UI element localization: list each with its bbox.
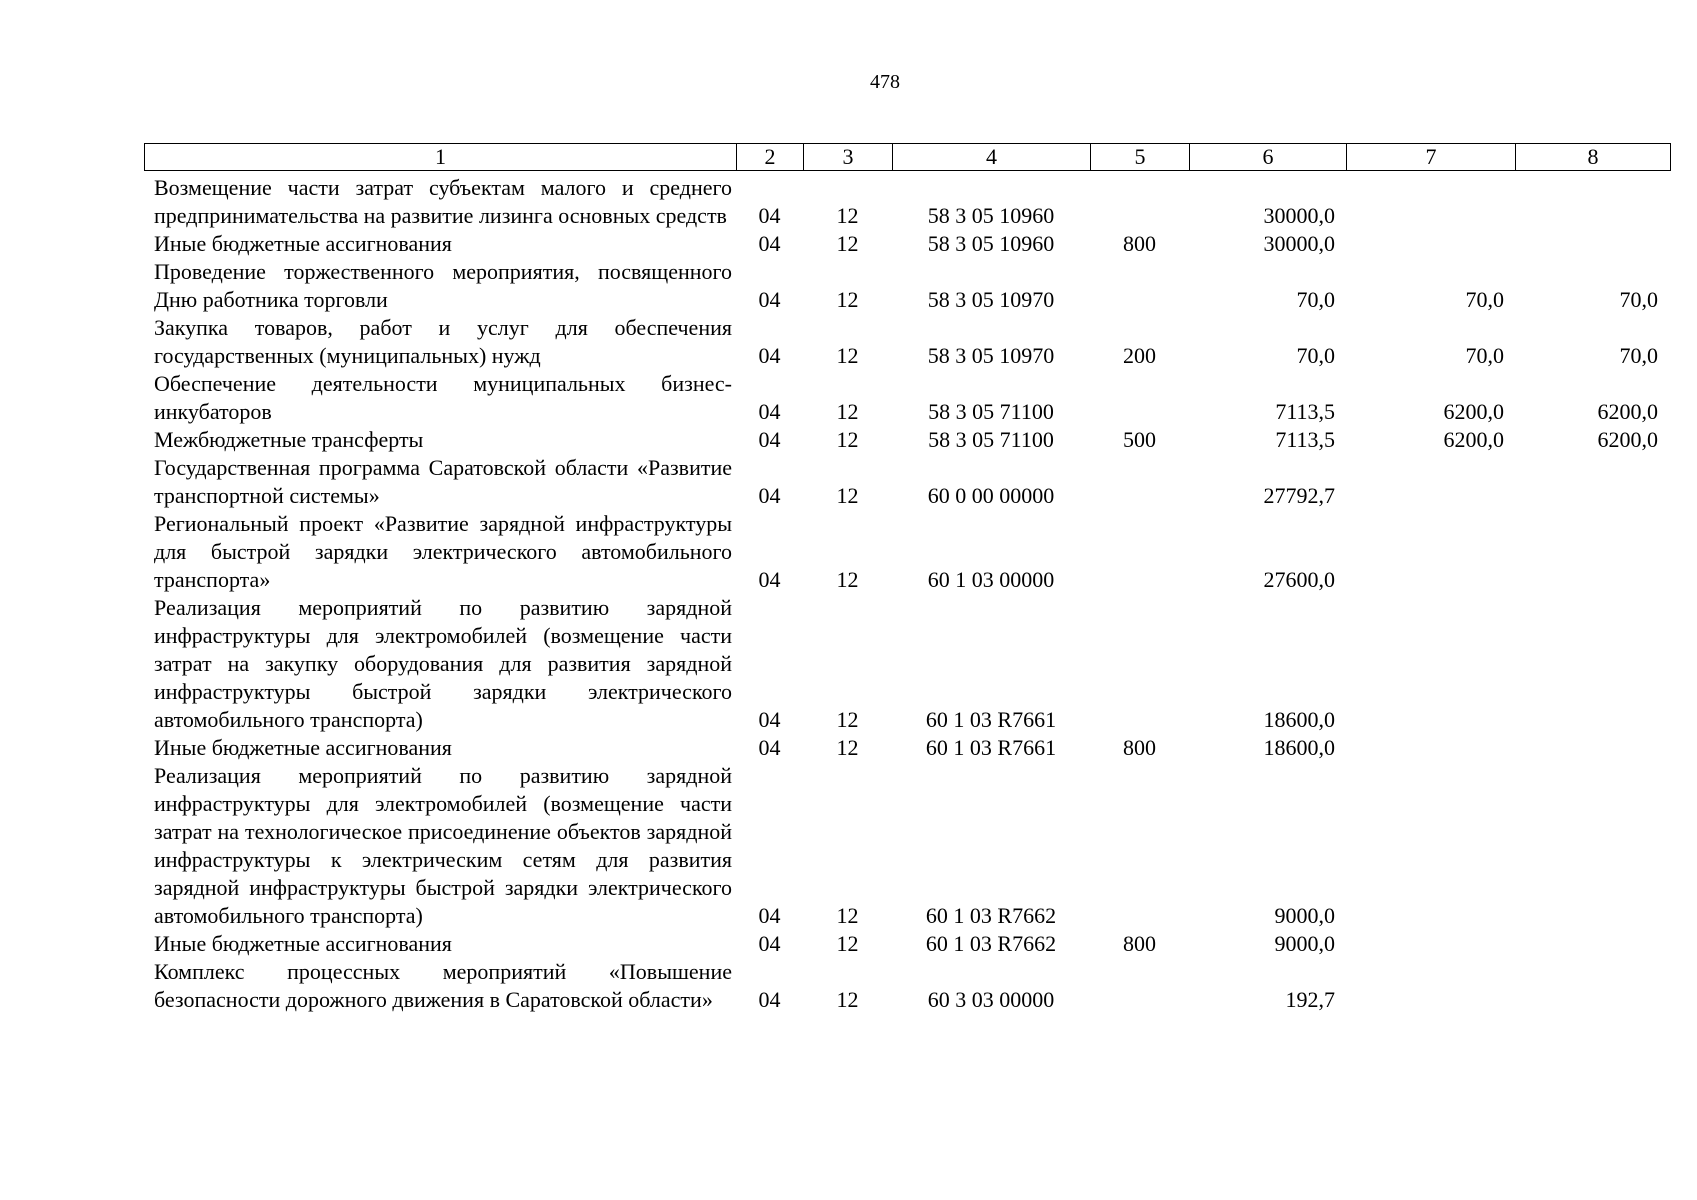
row-razdel: 04 [758,567,781,592]
row-sum-2: 70,0 [1465,287,1504,312]
header-cell-5: 5 [1091,144,1190,170]
row-podrazdel: 12 [836,567,859,592]
row-sum-1: 30000,0 [1263,231,1335,256]
row-csr: 58 3 05 10960 [927,231,1055,256]
table-row [144,510,1671,594]
row-sum-1: 192,7 [1285,987,1335,1012]
row-sum-3: 70,0 [1619,287,1658,312]
row-name: Иные бюджетные ассигнования [154,735,452,760]
row-name: Иные бюджетные ассигнования [154,931,452,956]
row-name: Обеспечение деятельности муниципальных бизнес-инкубаторов [154,371,732,424]
row-name: Государственная программа Саратовской области «Развитие транспортной системы» [154,455,732,508]
row-name: Реализация мероприятий по развитию зарядной инфраструктуры для электромобилей (возмещение части затрат на закупку оборудования для развития зарядной инфраструктуры быстрой зарядки электрического автомобильного транспорта) [154,595,732,732]
table-row [144,370,1671,426]
table-body [144,174,1671,1014]
row-sum-1: 9000,0 [1274,931,1335,956]
row-podrazdel: 12 [836,231,859,256]
row-podrazdel: 12 [836,203,859,228]
row-razdel: 04 [758,399,781,424]
header-cell-7: 7 [1347,144,1516,170]
table-row [144,258,1671,314]
row-name: Возмещение части затрат субъектам малого и среднего предпринимательства на развитие лизинга основных средств [154,175,732,228]
row-razdel: 04 [758,343,781,368]
header-cell-6: 6 [1190,144,1347,170]
row-sum-3: 70,0 [1619,343,1658,368]
row-name: Иные бюджетные ассигнования [154,231,452,256]
row-sum-1: 18600,0 [1263,735,1335,760]
table-row [144,454,1671,510]
row-sum-2: 70,0 [1465,343,1504,368]
row-razdel: 04 [758,231,781,256]
row-name: Региональный проект «Развитие зарядной инфраструктуры для быстрой зарядки электрического автомобильного транспорта» [154,511,732,592]
row-razdel: 04 [758,483,781,508]
row-csr: 58 3 05 10960 [927,203,1055,228]
row-podrazdel: 12 [836,427,859,452]
row-sum-1: 18600,0 [1263,707,1335,732]
row-csr: 60 1 03 R7662 [925,931,1057,956]
table-row [144,594,1671,734]
row-sum-1: 27600,0 [1263,567,1335,592]
row-vr: 500 [1123,427,1156,452]
row-sum-1: 30000,0 [1263,203,1335,228]
row-csr: 58 3 05 71100 [928,399,1054,424]
header-cell-4: 4 [893,144,1091,170]
header-cell-3: 3 [804,144,893,170]
row-podrazdel: 12 [836,987,859,1012]
header-cell-2: 2 [737,144,804,170]
row-csr: 60 1 03 R7662 [925,903,1057,928]
row-csr: 60 0 00 00000 [927,483,1055,508]
row-csr: 58 3 05 71100 [928,427,1054,452]
row-csr: 60 1 03 R7661 [925,735,1057,760]
table-row [144,762,1671,930]
row-csr: 60 1 03 R7661 [925,707,1057,732]
table-header-row [144,143,1671,171]
row-vr: 800 [1123,231,1156,256]
row-razdel: 04 [758,931,781,956]
row-razdel: 04 [758,287,781,312]
row-vr: 800 [1123,735,1156,760]
row-name: Межбюджетные трансферты [154,427,424,452]
row-name: Реализация мероприятий по развитию зарядной инфраструктуры для электромобилей (возмещение части затрат на технологическое присоединение объектов зарядной инфраструктуры к электрическим сетям для развития зарядной инфраструктуры быстрой зарядки электрического автомобильного транспорта) [154,763,732,928]
row-sum-2: 6200,0 [1443,427,1504,452]
row-sum-3: 6200,0 [1597,399,1658,424]
table-row [144,958,1671,1014]
row-razdel: 04 [758,203,781,228]
table-row [144,734,1671,762]
row-sum-1: 7113,5 [1275,399,1335,424]
table-row [144,314,1671,370]
row-csr: 60 3 03 00000 [927,987,1055,1012]
table-row [144,230,1671,258]
table-row [144,174,1671,230]
row-podrazdel: 12 [836,343,859,368]
row-csr: 58 3 05 10970 [927,287,1055,312]
row-podrazdel: 12 [836,903,859,928]
row-podrazdel: 12 [836,931,859,956]
row-podrazdel: 12 [836,707,859,732]
row-sum-1: 70,0 [1296,343,1335,368]
row-razdel: 04 [758,707,781,732]
row-razdel: 04 [758,735,781,760]
table-row [144,426,1671,454]
page-number: 478 [870,71,900,93]
row-podrazdel: 12 [836,735,859,760]
row-sum-2: 6200,0 [1443,399,1504,424]
table-row [144,930,1671,958]
row-csr: 58 3 05 10970 [927,343,1055,368]
row-vr: 800 [1123,931,1156,956]
row-sum-3: 6200,0 [1597,427,1658,452]
row-name: Закупка товаров, работ и услуг для обеспечения государственных (муниципальных) нужд [154,315,732,368]
row-podrazdel: 12 [836,399,859,424]
row-podrazdel: 12 [836,287,859,312]
row-csr: 60 1 03 00000 [927,567,1055,592]
row-name: Проведение торжественного мероприятия, посвященного Дню работника торговли [154,259,732,312]
row-sum-1: 70,0 [1296,287,1335,312]
row-name: Комплекс процессных мероприятий «Повышение безопасности дорожного движения в Саратовской области» [154,959,732,1012]
header-cell-8: 8 [1587,144,1599,169]
row-vr: 200 [1123,343,1156,368]
header-cell-1: 1 [145,144,737,170]
row-podrazdel: 12 [836,483,859,508]
row-sum-1: 27792,7 [1263,483,1335,508]
row-sum-1: 7113,5 [1275,427,1335,452]
row-sum-1: 9000,0 [1274,903,1335,928]
row-razdel: 04 [758,987,781,1012]
row-razdel: 04 [758,903,781,928]
row-razdel: 04 [758,427,781,452]
